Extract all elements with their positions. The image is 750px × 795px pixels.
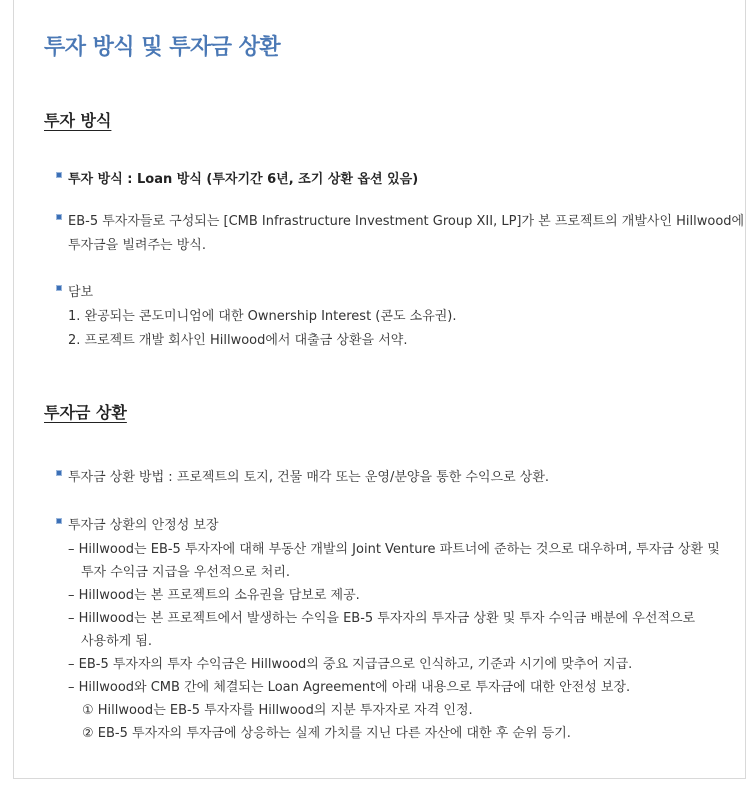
loan-structure-line-1: EB-5 투자자들로 구성되는 [CMB Infrastructure Investment Group XII, LP]가 본 프로젝트의 개발사인 Hillwood에 [68,214,745,229]
investment-method-line: 투자 방식 : Loan 방식 (투자기간 6년, 조기 상환 옵션 있음) [68,172,419,187]
safety-item-1: – Hillwood는 EB-5 투자자에 대해 부동산 개발의 Joint Venture 파트너에 준하는 것으로 대우하며, 투자금 상환 및 [68,542,720,557]
collateral-heading: 담보 [68,285,94,300]
page-title: 투자 방식 및 투자금 상환 [44,35,281,60]
safety-item-3: – Hillwood는 본 프로젝트에서 발생하는 수익을 EB-5 투자자의 투자금 상환 및 투자 수익금 배분에 우선적으로 [68,611,696,626]
safety-item-3-cont: 사용하게 됨. [81,634,153,649]
bullet-icon [56,172,62,178]
safety-item-5: – Hillwood와 CMB 간에 체결되는 Loan Agreement에 아래 내용으로 투자금에 대한 안전성 보장. [68,680,631,695]
safety-item-2: – Hillwood는 본 프로젝트의 소유권을 담보로 제공. [68,588,360,603]
repayment-method-line: 투자금 상환 방법 : 프로젝트의 토지, 건물 매각 또는 운영/분양을 통한 수익으로 상환. [68,470,550,485]
bullet-icon [56,518,62,524]
safety-subitem-2: ② EB-5 투자자의 투자금에 상응하는 실제 가치를 지닌 다른 자산에 대한 후 순위 등기. [82,726,571,741]
repayment-safety-heading: 투자금 상환의 안정성 보장 [68,518,219,533]
collateral-item-2: 2. 프로젝트 개발 회사인 Hillwood에서 대출금 상환을 서약. [68,333,408,348]
bullet-icon [56,214,62,220]
collateral-item-1: 1. 완공되는 콘도미니엄에 대한 Ownership Interest (콘도 소유권). [68,309,457,324]
loan-structure-line-2: 투자금을 빌려주는 방식. [68,238,206,253]
bullet-icon [56,470,62,476]
safety-item-4: – EB-5 투자자의 투자 수익금은 Hillwood의 중요 지급금으로 인식하고, 기준과 시기에 맞추어 지급. [68,657,633,672]
section-title-investment-method: 투자 방식 [44,111,112,130]
safety-item-1-cont: 투자 수익금 지급을 우선적으로 처리. [81,565,291,580]
section-title-repayment: 투자금 상환 [44,403,127,422]
safety-subitem-1: ① Hillwood는 EB-5 투자자를 Hillwood의 지분 투자자로 자격 인정. [82,703,473,718]
bullet-icon [56,285,62,291]
